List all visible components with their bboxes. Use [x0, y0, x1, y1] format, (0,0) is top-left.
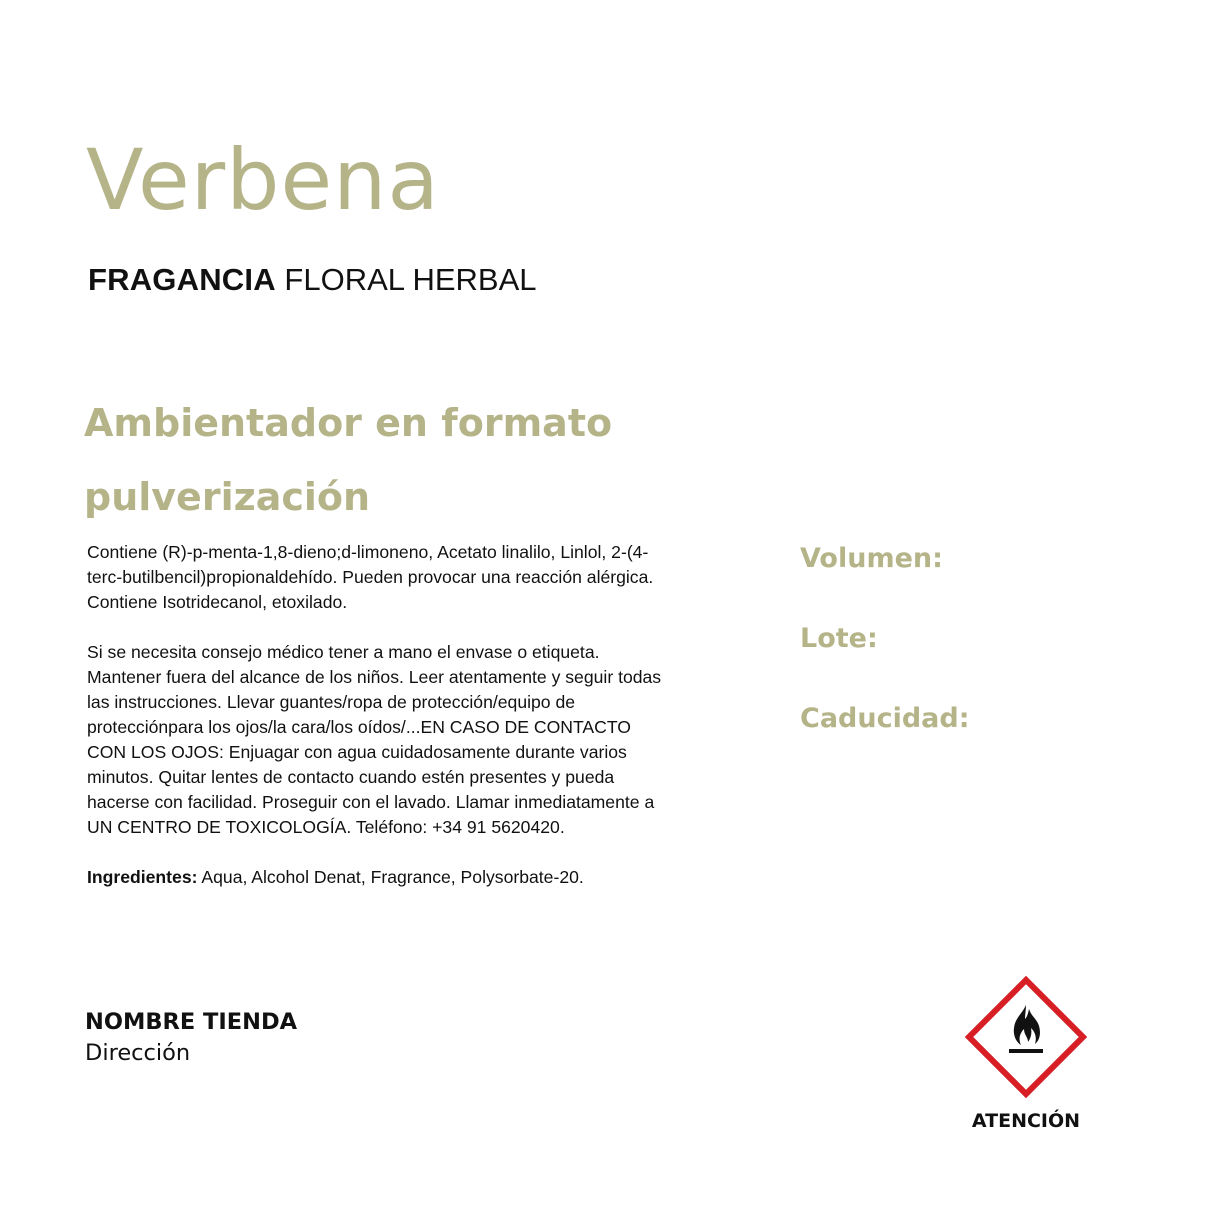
product-type-line-1: Ambientador en formato	[84, 401, 613, 445]
lot-label: Lote:	[800, 623, 878, 654]
store-name: NOMBRE TIENDA	[85, 1009, 298, 1035]
volume-label: Volumen:	[800, 543, 943, 574]
allergen-warning: Contiene (R)-p-menta-1,8-dieno;d-limoneno, Acetato linalilo, Linlol, 2-(4-terc-butilbencil)propionaldehído. Pueden provocar una reacción alérgica. Contiene Isotridecanol, etoxilado.	[87, 542, 654, 612]
product-type	[84, 386, 684, 534]
product-name: Verbena	[86, 131, 440, 229]
precautions-text: Si se necesita consejo médico tener a mano el envase o etiqueta. Mantener fuera del alcance de los niños. Leer atentamente y seguir todas las instrucciones. Llevar guantes/ropa de protección/equipo de protecciónpara los ojos/la cara/los oídos/...EN CASO DE CONTACTO CON LOS OJOS: Enjuagar con agua cuidadosamente durante varios minutos. Quitar lentes de contacto cuando estén presentes y pueda hacerse con facilidad. Proseguir con el lavado. Llamar inmediatamente a UN CENTRO DE TOXICOLOGÍA. Teléfono: +34 91 5620420.	[87, 642, 662, 837]
fragrance-line	[88, 264, 537, 295]
ingredients-list: Aqua, Alcohol Denat, Fragrance, Polysorbate-20.	[197, 867, 584, 887]
ingredients	[87, 865, 662, 890]
legal-text	[87, 540, 662, 890]
product-type-line-2: pulverización	[84, 475, 371, 519]
hazard-label: ATENCIÓN	[971, 1110, 1081, 1132]
fragrance-word: FRAGANCIA	[88, 262, 276, 297]
flammable-pictogram-icon	[965, 976, 1087, 1098]
store-address: Dirección	[85, 1040, 191, 1066]
fragrance-type: FLORAL HERBAL	[284, 262, 537, 297]
expiry-label: Caducidad:	[800, 703, 970, 734]
ingredients-label: Ingredientes:	[87, 867, 198, 887]
